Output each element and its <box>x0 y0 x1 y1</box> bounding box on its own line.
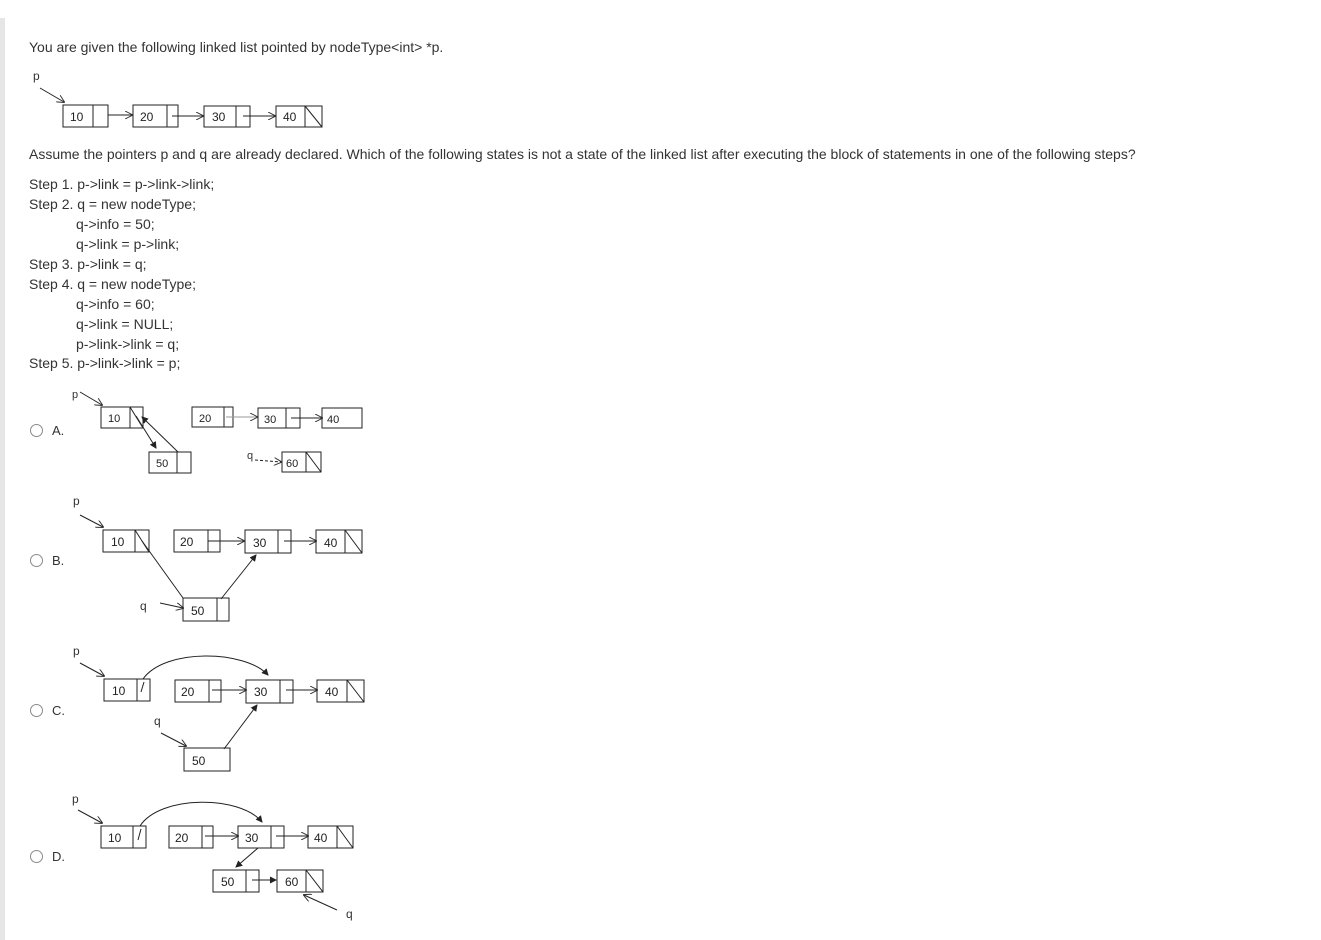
option-b-label[interactable]: B. <box>52 553 65 568</box>
initial-list-diagram <box>33 69 322 127</box>
option-a-diagram <box>72 389 362 473</box>
option-c-label[interactable]: C. <box>52 703 65 718</box>
option-b-node-40-label: 40 <box>324 536 338 550</box>
step-4-line-2: q->info = 60; <box>76 296 155 312</box>
option-d-node-60 <box>277 870 323 892</box>
option-b-radio[interactable] <box>30 553 64 568</box>
question-intro: You are given the following linked list pointed by nodeType<int> *p. <box>29 39 444 55</box>
option-d-node-50-label: 50 <box>221 875 235 889</box>
option-c-pointer-q: q <box>154 714 161 728</box>
option-a-node-60-label: 60 <box>286 458 299 470</box>
step-2: Step 2. q = new nodeType; <box>29 196 196 212</box>
option-a-node-40-label: 40 <box>327 414 340 426</box>
node-10-label: 10 <box>70 110 84 124</box>
option-a-node-50-label: 50 <box>156 458 169 470</box>
step-5: Step 5. p->link->link = p; <box>29 355 181 371</box>
option-d-radio[interactable] <box>30 849 65 864</box>
option-c-node-10 <box>104 679 150 701</box>
option-d-node-60-label: 60 <box>285 875 299 889</box>
option-b-diagram <box>73 494 362 621</box>
option-a-node-30-label: 30 <box>264 414 277 426</box>
option-b-node-20-label: 20 <box>180 535 194 549</box>
option-d-pointer-q: q <box>346 907 353 921</box>
option-d-node-20-label: 20 <box>175 831 189 845</box>
option-b-pointer-p: p <box>73 494 80 508</box>
step-1: Step 1. p->link = p->link->link; <box>29 176 215 192</box>
option-a-label[interactable]: A. <box>52 423 65 438</box>
option-c-node-20-label: 20 <box>181 685 195 699</box>
option-d-node-50 <box>213 870 259 892</box>
option-b-node-30-label: 30 <box>253 536 267 550</box>
option-d-label[interactable]: D. <box>52 849 65 864</box>
option-c-node-30-label: 30 <box>254 685 268 699</box>
option-c-radio-circle[interactable] <box>30 704 43 717</box>
node-20-label: 20 <box>140 110 154 124</box>
step-3: Step 3. p->link = q; <box>29 256 147 272</box>
option-c-node-10-label: 10 <box>112 684 126 698</box>
option-d-node-40-label: 40 <box>314 831 328 845</box>
option-d-pointer-p: p <box>72 792 79 806</box>
option-a-node-20-label: 20 <box>199 413 212 425</box>
pointer-p-label: p <box>33 69 40 83</box>
option-c-diagram <box>73 644 364 771</box>
option-c-pointer-p: p <box>73 644 80 658</box>
step-4-line-4: p->link->link = q; <box>76 336 180 352</box>
node-30-label: 30 <box>212 110 226 124</box>
option-d-radio-circle[interactable] <box>30 850 43 863</box>
option-a-node-10-label: 10 <box>108 413 121 425</box>
step-4-line-3: q->link = NULL; <box>76 316 174 332</box>
option-c-radio[interactable] <box>30 703 65 718</box>
option-c-node-50-label: 50 <box>192 754 206 768</box>
step-2-line-3: q->link = p->link; <box>76 236 180 252</box>
option-a-radio-circle[interactable] <box>30 424 43 437</box>
step-4: Step 4. q = new nodeType; <box>29 276 196 292</box>
node-40-label: 40 <box>283 110 297 124</box>
option-d-node-30-label: 30 <box>245 831 259 845</box>
option-b-node-50-label: 50 <box>191 604 205 618</box>
option-b-pointer-q: q <box>140 599 147 613</box>
option-c-node-50 <box>184 748 230 771</box>
option-d-diagram <box>72 792 353 921</box>
option-c-node-40-label: 40 <box>325 685 339 699</box>
option-d-node-10-label: 10 <box>108 831 122 845</box>
option-a-radio[interactable] <box>30 423 64 438</box>
option-b-radio-circle[interactable] <box>30 554 43 567</box>
option-a-pointer-q: q <box>247 450 254 462</box>
question-prompt: Assume the pointers p and q are already declared. Which of the following states is not a state of the linked list after executing the block of statements in one of the following steps? <box>29 146 1136 162</box>
option-b-node-50 <box>183 598 229 621</box>
option-a-pointer-p: p <box>72 389 79 401</box>
option-b-node-10-label: 10 <box>111 535 125 549</box>
step-2-line-2: q->info = 50; <box>76 216 155 232</box>
option-b-node-40 <box>316 530 362 553</box>
